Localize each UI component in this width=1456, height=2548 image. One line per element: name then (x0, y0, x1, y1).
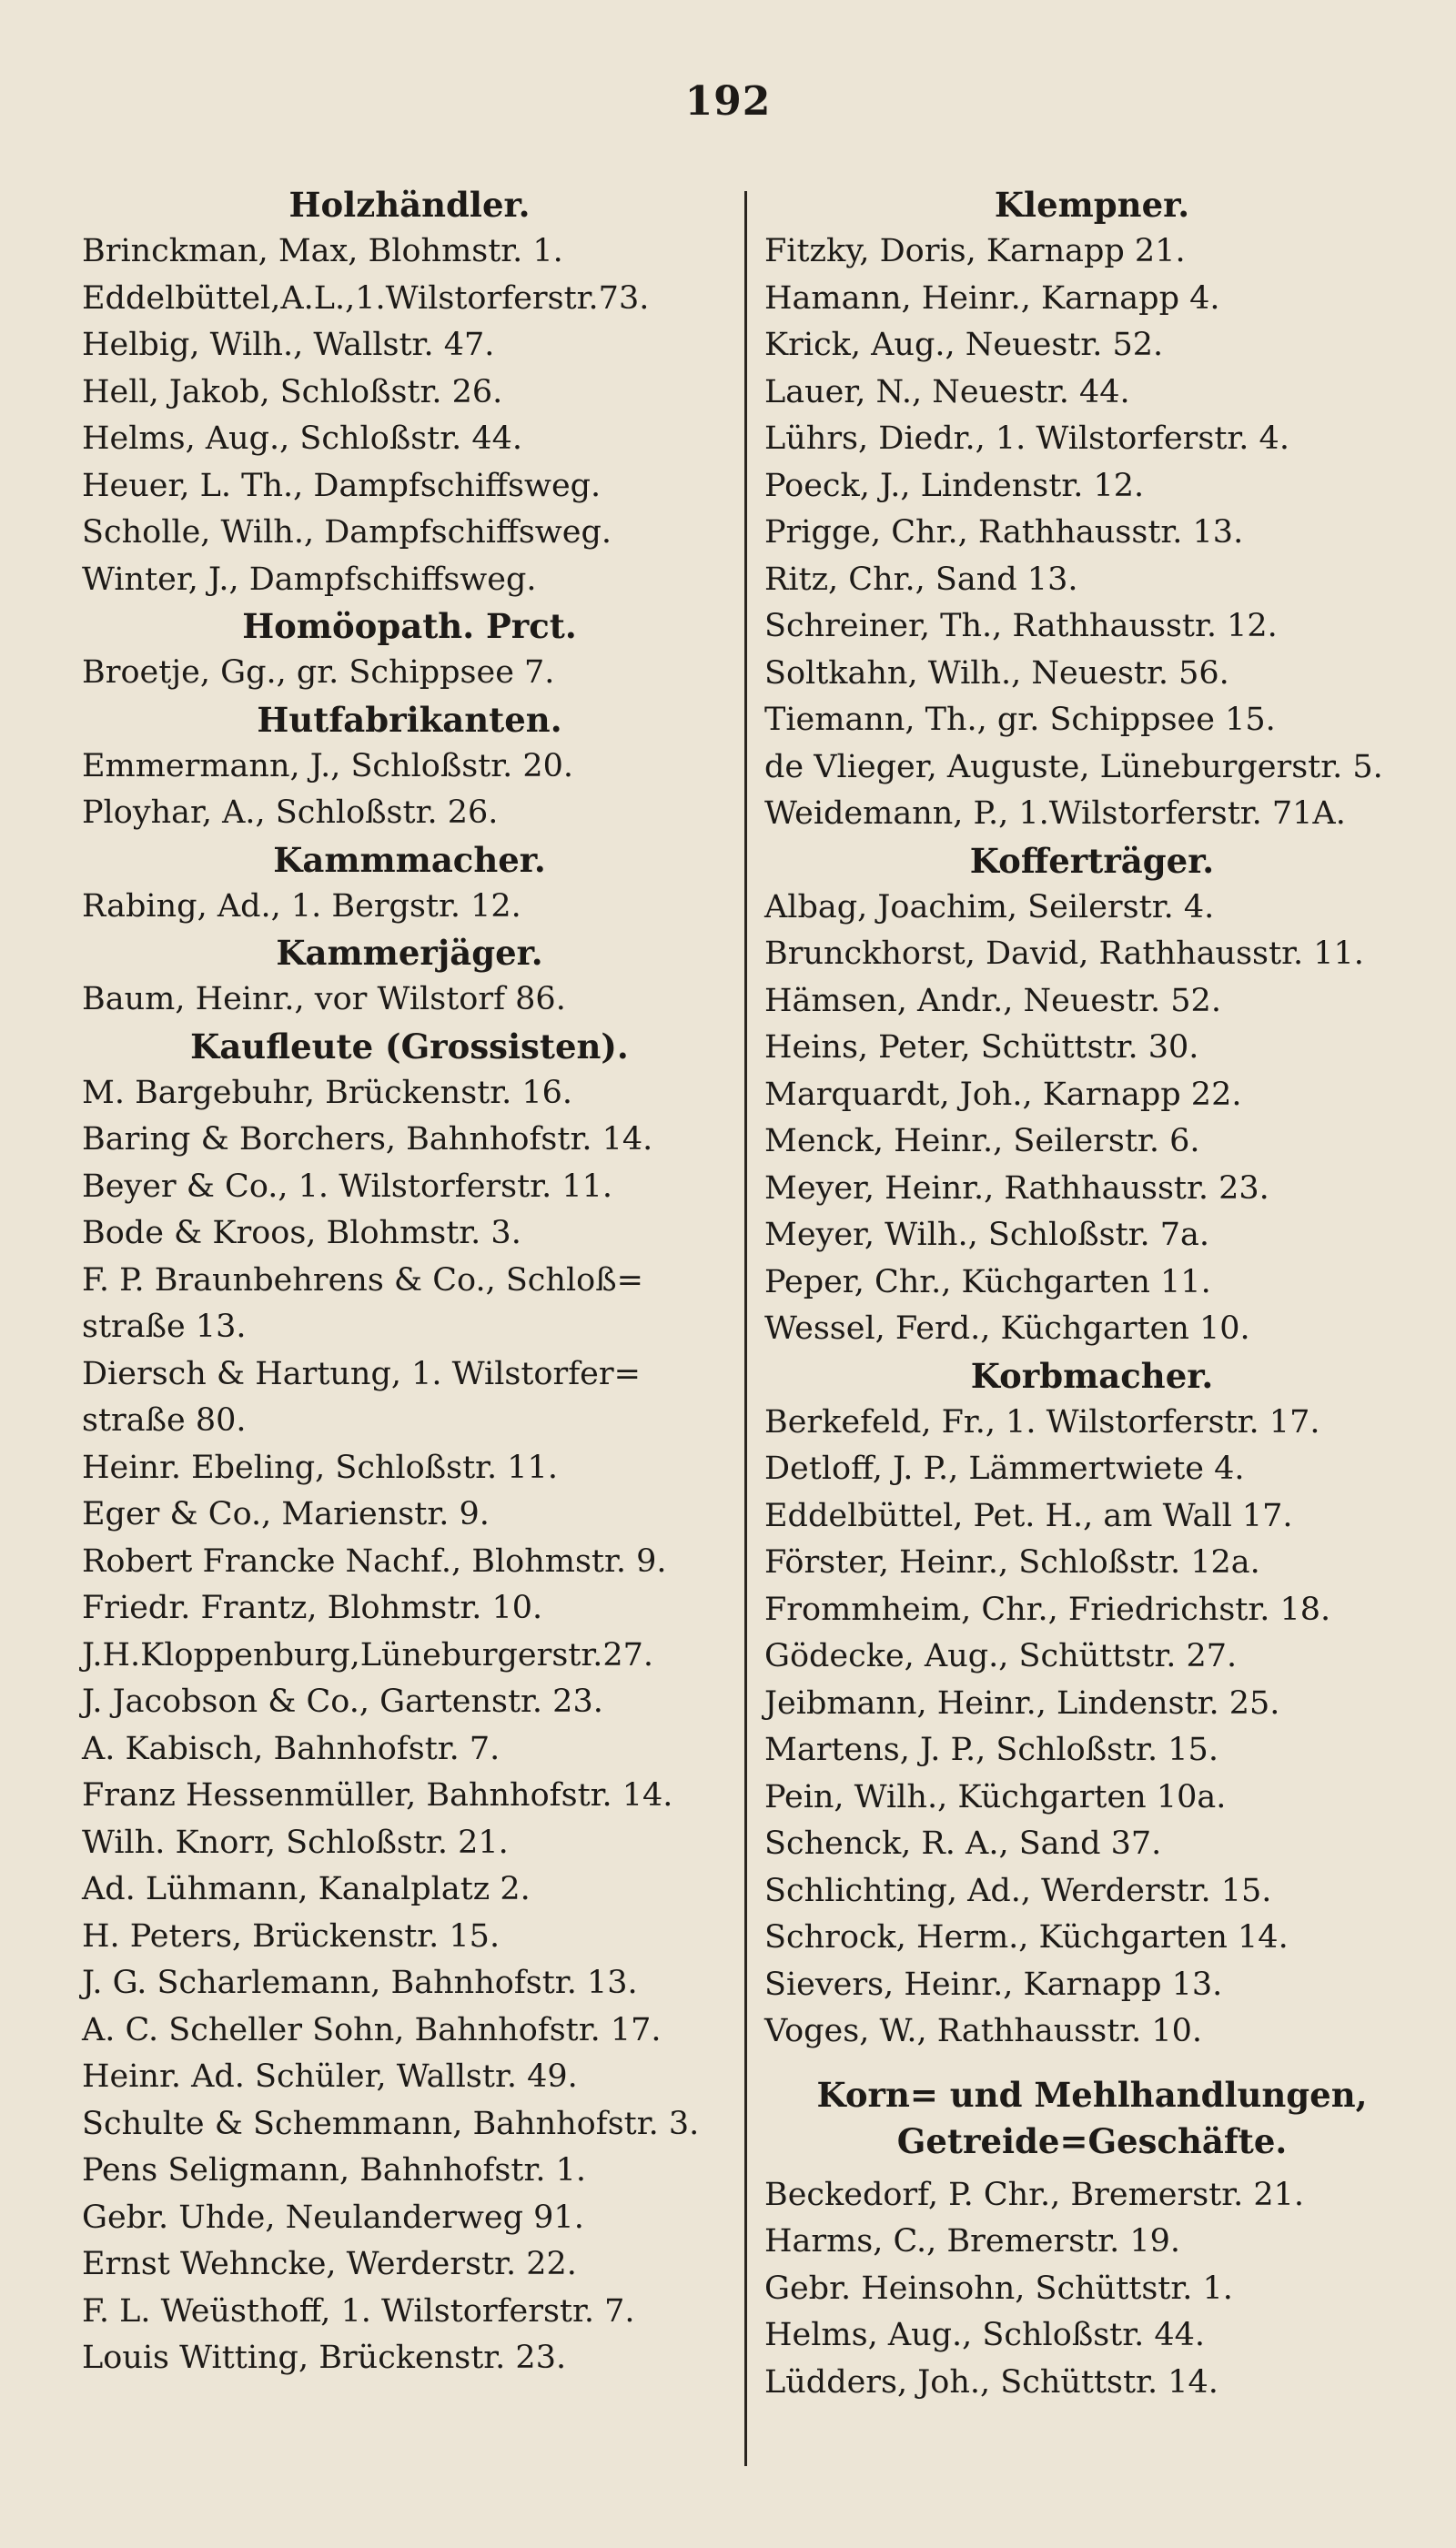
directory-entry: Sievers, Heinr., Karnapp 13. (764, 1966, 1223, 2003)
directory-entry: Lauer, N., Neuestr. 44. (764, 373, 1130, 410)
directory-entry: F. P. Braunbehrens & Co., Schloß= (82, 1261, 643, 1299)
directory-entry: Diersch & Hartung, 1. Wilstorfer= (82, 1355, 641, 1392)
section-heading-line: Korn= und Mehlhandlungen, (816, 2074, 1368, 2115)
section-heading-line: Getreide=Geschäfte. (896, 2120, 1288, 2161)
directory-entry: M. Bargebuhr, Brückenstr. 16. (82, 1074, 573, 1111)
section-heading: Klempner. (994, 185, 1190, 225)
directory-entry: Weidemann, P., 1.Wilstorferstr. 71A. (764, 795, 1346, 832)
directory-entry: Berkefeld, Fr., 1. Wilstorferstr. 17. (764, 1403, 1320, 1441)
directory-entry: A. Kabisch, Bahnhofstr. 7. (82, 1730, 500, 1767)
directory-entry: Pein, Wilh., Küchgarten 10a. (764, 1778, 1227, 1815)
directory-entry: Heinr. Ad. Schüler, Wallstr. 49. (82, 2058, 578, 2095)
directory-entry: Louis Witting, Brückenstr. 23. (82, 2340, 567, 2376)
directory-entry: Helms, Aug., Schloßstr. 44. (764, 2317, 1206, 2353)
directory-entry: Menck, Heinr., Seilerstr. 6. (764, 1123, 1200, 1159)
directory-entry: Beckedorf, P. Chr., Bremerstr. 21. (764, 2176, 1305, 2213)
section-heading: Homöopath. Prct. (242, 606, 577, 646)
directory-entry: Baring & Borchers, Bahnhofstr. 14. (82, 1121, 653, 1158)
directory-entry: Lüdders, Joh., Schüttstr. 14. (764, 2363, 1218, 2401)
directory-entry: Helbig, Wilh., Wallstr. 47. (82, 327, 495, 363)
directory-entry: Helms, Aug., Schloßstr. 44. (82, 420, 523, 457)
directory-entry: Schreiner, Th., Rathhausstr. 12. (764, 608, 1278, 644)
section-heading: Kammmacher. (273, 839, 546, 880)
directory-entry: Hell, Jakob, Schloßstr. 26. (82, 373, 503, 410)
directory-entry: Detloff, J. P., Lämmertwiete 4. (764, 1451, 1245, 1487)
directory-entry: Ernst Wehncke, Werderstr. 22. (82, 2246, 577, 2282)
directory-entry: Bode & Kroos, Blohmstr. 3. (82, 1215, 521, 1251)
directory-entry-continuation: straße 13. (82, 1309, 247, 1345)
directory-entry: Förster, Heinr., Schloßstr. 12a. (764, 1544, 1260, 1581)
directory-entry: Wessel, Ferd., Küchgarten 10. (764, 1310, 1250, 1347)
directory-entry: Schrock, Herm., Küchgarten 14. (764, 1919, 1289, 1956)
directory-entry: Martens, J. P., Schloßstr. 15. (764, 1732, 1218, 1768)
directory-entry: Meyer, Wilh., Schloßstr. 7a. (764, 1217, 1210, 1253)
directory-entry: Eddelbüttel, Pet. H., am Wall 17. (764, 1497, 1293, 1534)
directory-entry: Heuer, L. Th., Dampfschiffsweg. (82, 467, 602, 504)
directory-entry: Prigge, Chr., Rathhausstr. 13. (764, 514, 1244, 551)
directory-entry: J.H.Kloppenburg,Lüneburgerstr.27. (82, 1636, 654, 1673)
section-heading-grain (764, 2072, 1420, 2165)
left-column (82, 182, 737, 2382)
directory-entry: Hämsen, Andr., Neuestr. 52. (764, 982, 1221, 1019)
directory-entry: Soltkahn, Wilh., Neuestr. 56. (764, 654, 1229, 692)
directory-entry: Hamann, Heinr., Karnapp 4. (764, 279, 1220, 317)
directory-entry: Peper, Chr., Küchgarten 11. (764, 1263, 1211, 1300)
directory-entry: Lührs, Diedr., 1. Wilstorferstr. 4. (764, 420, 1289, 457)
directory-entry: Frommheim, Chr., Friedrichstr. 18. (764, 1591, 1331, 1628)
directory-entry: Beyer & Co., 1. Wilstorferstr. 11. (82, 1168, 612, 1205)
directory-entry: Ployhar, A., Schloßstr. 26. (82, 794, 499, 831)
directory-entry: Broetje, Gg., gr. Schippsee 7. (82, 654, 555, 691)
section-heading: Korbmacher. (970, 1355, 1214, 1396)
directory-entry: J. G. Scharlemann, Bahnhofstr. 13. (82, 1965, 638, 2001)
page-number: 192 (684, 78, 772, 125)
directory-entry: Wilh. Knorr, Schloßstr. 21. (82, 1824, 509, 1861)
section-heading: Holzhändler. (288, 185, 531, 225)
directory-entry: Ritz, Chr., Sand 13. (764, 561, 1078, 598)
directory-entry: Voges, W., Rathhausstr. 10. (764, 2013, 1203, 2049)
directory-entry: Heinr. Ebeling, Schloßstr. 11. (82, 1449, 558, 1486)
directory-entry: Schlichting, Ad., Werderstr. 15. (764, 1872, 1272, 1909)
directory-entry: Franz Hessenmüller, Bahnhofstr. 14. (82, 1777, 673, 1814)
directory-entry: Meyer, Heinr., Rathhausstr. 23. (764, 1169, 1269, 1207)
directory-entry: Ad. Lühmann, Kanalplatz 2. (82, 1871, 531, 1907)
directory-entry: Poeck, J., Lindenstr. 12. (764, 467, 1145, 504)
directory-entry: Baum, Heinr., vor Wilstorf 86. (82, 981, 566, 1017)
directory-entry: Krick, Aug., Neuestr. 52. (764, 327, 1164, 363)
directory-entry-continuation: straße 80. (82, 1402, 247, 1439)
directory-entry: Winter, J., Dampfschiffsweg. (82, 561, 537, 598)
directory-entry: Emmermann, J., Schloßstr. 20. (82, 747, 574, 784)
directory-entry: Rabing, Ad., 1. Bergstr. 12. (82, 887, 521, 925)
directory-entry: Schenck, R. A., Sand 37. (764, 1825, 1162, 1862)
directory-entry: Eddelbüttel,A.L.,1.Wilstorferstr.73. (82, 279, 650, 317)
directory-entry: Scholle, Wilh., Dampfschiffsweg. (82, 514, 612, 551)
directory-entry: Harms, C., Bremerstr. 19. (764, 2223, 1181, 2260)
column-divider (744, 191, 747, 2466)
directory-entry: Brunckhorst, David, Rathhausstr. 11. (764, 935, 1364, 972)
directory-entry: F. L. Weüsthoff, 1. Wilstorferstr. 7. (82, 2292, 635, 2330)
directory-entry: Gödecke, Aug., Schüttstr. 27. (764, 1638, 1238, 1674)
section-heading: Hutfabrikanten. (257, 699, 562, 740)
directory-entry: Brinckman, Max, Blohmstr. 1. (82, 233, 563, 269)
directory-entry: Marquardt, Joh., Karnapp 22. (764, 1076, 1242, 1113)
directory-entry: Jeibmann, Heinr., Lindenstr. 25. (764, 1684, 1280, 1722)
directory-entry: H. Peters, Brückenstr. 15. (82, 1917, 500, 1955)
directory-entry: Albag, Joachim, Seilerstr. 4. (764, 888, 1215, 925)
directory-entry: Pens Seligmann, Bahnhofstr. 1. (82, 2152, 586, 2189)
section-heading: Kaufleute (Grossisten). (190, 1026, 629, 1067)
directory-entry: Gebr. Heinsohn, Schüttstr. 1. (764, 2270, 1233, 2307)
directory-entry: de Vlieger, Auguste, Lüneburgerstr. 5. (764, 748, 1383, 785)
directory-entry: Robert Francke Nachf., Blohmstr. 9. (82, 1542, 667, 1580)
directory-entry: Eger & Co., Marienstr. 9. (82, 1496, 490, 1532)
directory-entry: A. C. Scheller Sohn, Bahnhofstr. 17. (82, 2011, 662, 2048)
directory-entry: Heins, Peter, Schüttstr. 30. (764, 1029, 1199, 1066)
directory-entry: Tiemann, Th., gr. Schippsee 15. (764, 702, 1276, 738)
directory-entry: Gebr. Uhde, Neulanderweg 91. (82, 2199, 584, 2236)
directory-entry: Fitzky, Doris, Karnapp 21. (764, 233, 1186, 269)
right-column (764, 182, 1420, 2406)
section-heading: Kofferträger. (969, 840, 1215, 881)
directory-entry: Friedr. Frantz, Blohmstr. 10. (82, 1590, 543, 1626)
directory-entry: Schulte & Schemmann, Bahnhofstr. 3. (82, 2105, 700, 2142)
directory-entry: J. Jacobson & Co., Gartenstr. 23. (82, 1684, 603, 1720)
section-heading: Kammerjäger. (276, 933, 543, 973)
